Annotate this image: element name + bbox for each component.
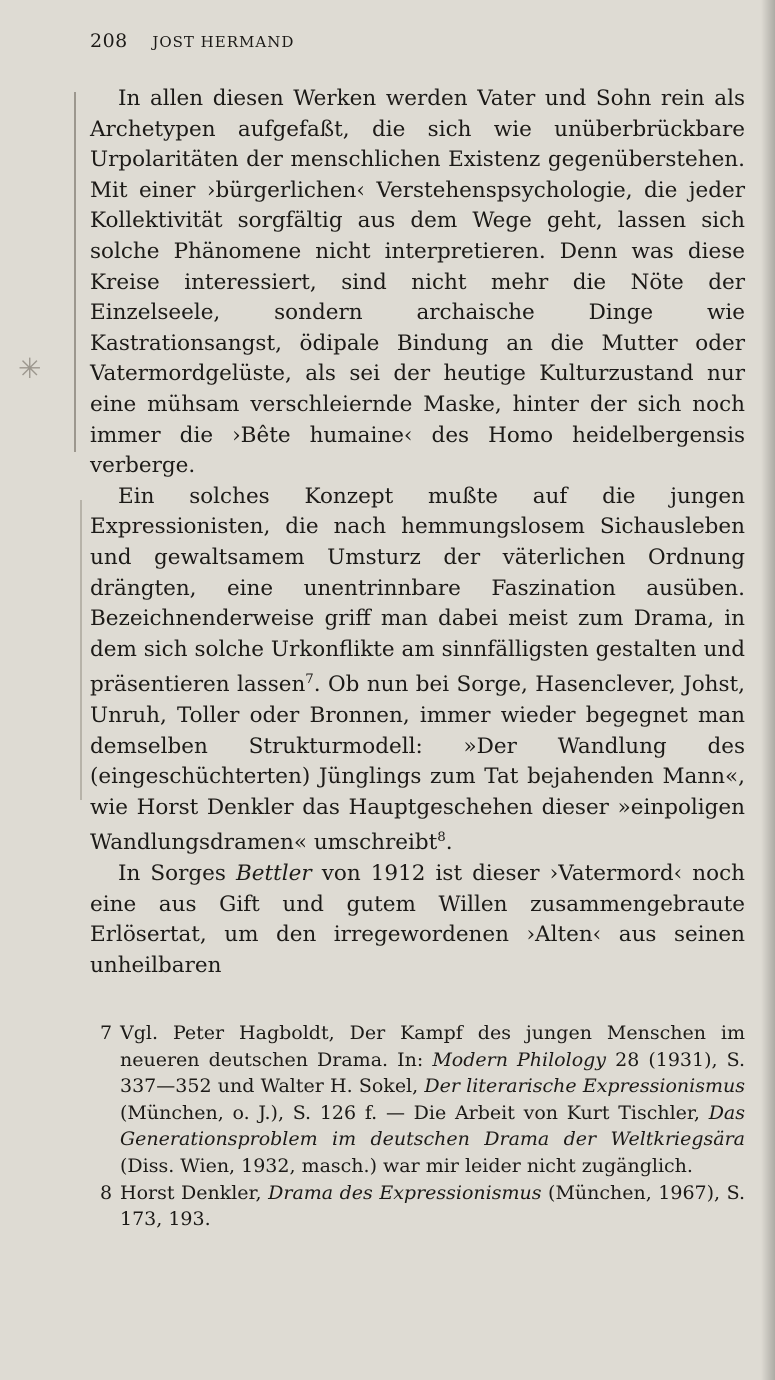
italic-title: Bettler <box>235 861 312 887</box>
text-run: (München, 1967), S. 173, 193. <box>120 1181 746 1231</box>
margin-pencil-line-2 <box>80 500 82 800</box>
footnote-number: 7 <box>100 1022 113 1044</box>
text-run: In allen diesen Werken werden Vater und Sohn rein als Archetypen aufgefaßt, die sich wie unüberbrückbare Urpolaritäten der menschlichen Existenz gegenüberstehen. Mit einer ›bürgerlichen‹ Verstehenspsychologie, die jeder Kollektivität sorgfältig aus dem Wege geht, lassen sich solche Phänomene nicht interpretieren. Denn was diese Kreise interessiert, sind nicht mehr die Nöte der Einzelseele, sondern archaische Dinge wie Kastrationsangst, ödipale Bindung an die Mutter oder Vatermordgelüste, als sei der heutige Kulturzustand nur eine mühsam verschleiernde Maske, hinter der sich noch immer die ›Bête humaine‹ des Homo heidelbergensis verberge. <box>90 86 745 479</box>
italic-title: Modern Philology <box>432 1048 607 1071</box>
page-number: 208 <box>90 30 128 52</box>
footnote-ref: 7 <box>305 672 314 688</box>
text-run: (München, o. J.), S. 126 f. — Die Arbeit von Kurt Tischler, <box>120 1101 709 1124</box>
text-run: Vgl. Peter Hagboldt, Der Kampf des jungen Menschen im neueren deutschen Drama. In: <box>120 1022 745 1071</box>
text-run: Ein solches Konzept mußte auf die jungen Expressionisten, die nach hemmungslosem Sichausleben und gewaltsamem Umsturz der väterlichen Ordnung drängten, eine unentrinnbare Faszination ausüben. Bezeichnenderweise griff man dabei meist zum Drama, in dem sich solche Urkonflikte am sinnfälligsten gestalten und präsentieren lassen <box>90 483 745 698</box>
text-run: 28 (1931), S. 337—352 und Walter H. Sokel, <box>120 1048 745 1098</box>
footnotes <box>100 1020 745 1233</box>
text-run: (Diss. Wien, 1932, masch.) war mir leider nicht zugänglich. <box>120 1154 693 1177</box>
margin-pencil-line <box>74 92 76 452</box>
text-run: In Sorges <box>118 861 236 887</box>
italic-title: Drama des Expressionismus <box>268 1181 542 1204</box>
running-head-author: JOST HERMAND <box>152 33 295 51</box>
footnote-ref: 8 <box>437 830 446 846</box>
text-run: . <box>445 830 453 856</box>
page-edge-shadow <box>761 0 775 1380</box>
main-text <box>90 84 745 982</box>
footnote <box>100 1180 745 1233</box>
footnote <box>100 1020 745 1180</box>
running-header <box>90 30 294 52</box>
paragraph <box>90 482 745 859</box>
italic-title: Der literarische Expressionismus <box>424 1075 745 1098</box>
paragraph <box>90 84 745 482</box>
text-run: Horst Denkler, <box>120 1181 269 1204</box>
italic-title: Das Generationsproblem im deutschen Drama der Weltkriegsära <box>120 1101 745 1151</box>
text-run: . Ob nun bei Sorge, Hasenclever, Johst, Unruh, Toller oder Bronnen, immer wieder begegnet man demselben Strukturmodell: »Der Wandlung des (eingeschüchterten) Jünglings zum Tat bejahenden Mann«, wie Horst Denkler das Hauptgeschehen dieser »einpoligen Wandlungsdramen« umschreibt <box>90 672 745 856</box>
footnote-number: 8 <box>100 1181 113 1204</box>
paragraph <box>90 859 745 981</box>
margin-asterisk-mark: ✳ <box>18 352 42 385</box>
text-run: von 1912 ist dieser ›Vatermord‹ noch eine aus Gift und gutem Willen zusammengebraute Erlösertat, um den irregewordenen ›Alten‹ aus seinen unheilbaren <box>90 861 745 978</box>
